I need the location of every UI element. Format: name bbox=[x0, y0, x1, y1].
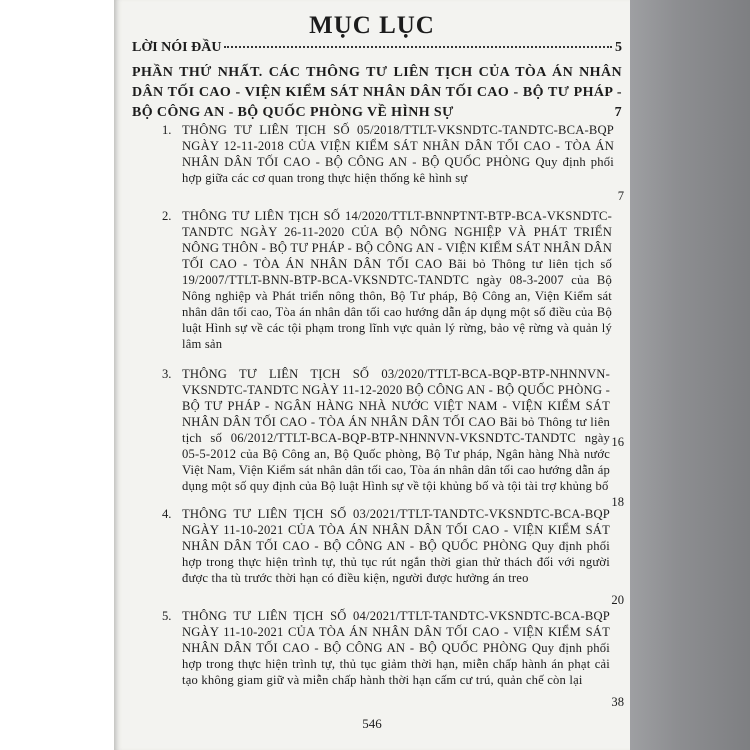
toc-entry-number: 4. bbox=[162, 507, 172, 521]
toc-entry-page: 16 bbox=[611, 435, 624, 449]
toc-entry-number: 1. bbox=[162, 123, 172, 137]
toc-entry-number: 2. bbox=[162, 209, 172, 223]
toc-entry-page: 20 bbox=[611, 593, 624, 607]
background-left bbox=[0, 0, 118, 750]
toc-intro-label: LỜI NÓI ĐẦU bbox=[132, 40, 222, 55]
toc-entry-text: THÔNG TƯ LIÊN TỊCH SỐ 04/2021/TTLT-TANDTC-VKSNDTC-BCA-BQP NGÀY 11-10-2021 CỦA TÒA ÁN NHÂN DÂN TỐI CAO - VIỆN KIỂM SÁT NHÂN DÂN TỐI CAO - BỘ CÔNG AN - BỘ QUỐC PHÒNG Quy định phối hợp trong thực hiện trình tự, thủ tục giảm thời hạn, miễn chấp hành án phạt cải tạo không giam giữ và miễn chấp hành thời hạn cấm cư trú, quản chế còn lại bbox=[182, 609, 610, 687]
toc-entry-page: 38 bbox=[611, 695, 624, 709]
dot-leader bbox=[224, 46, 612, 48]
background-right bbox=[628, 0, 750, 750]
toc-entry bbox=[154, 122, 624, 203]
toc-entry bbox=[154, 506, 624, 607]
toc-entry-text: THÔNG TƯ LIÊN TỊCH SỐ 05/2018/TTLT-VKSNDTC-TANDTC-BCA-BQP NGÀY 12-11-2018 CỦA VIỆN KIỂM SÁT NHÂN DÂN TỐI CAO - TÒA ÁN NHÂN DÂN TỐI CAO - BỘ CÔNG AN - BỘ QUỐC PHÒNG Quy định phối hợp giữa các cơ quan trong thực hiện thống kê hình sự bbox=[182, 123, 614, 185]
toc-part-heading bbox=[132, 63, 622, 123]
toc-entry-text: THÔNG TƯ LIÊN TỊCH SỐ 03/2020/TTLT-BCA-BQP-BTP-NHNNVN-VKSNDTC-TANDTC NGÀY 11-12-2020 BỘ CÔNG AN - BỘ QUỐC PHÒNG - BỘ TƯ PHÁP - NGÂN HÀNG NHÀ NƯỚC VIỆT NAM - VIỆN KIỂM SÁT NHÂN DÂN TỐI CAO - TÒA ÁN NHÂN DÂN TỐI CAO Bãi bỏ Thông tư liên tịch số 06/2012/TTLT-BCA-BQP-BTP-NHNNVN-VKSNDTC-TANDTC ngày 05-5-2012 của Bộ Công an, Bộ Quốc phòng, Bộ Tư pháp, Ngân hàng Nhà nước Việt Nam, Viện Kiểm sát nhân dân tối cao, Tòa án nhân dân tối cao hướng dẫn áp dụng một số quy định của Bộ luật Hình sự về tội khủng bố và tội tài trợ khủng bố bbox=[182, 367, 610, 493]
toc-entry-page: 18 bbox=[611, 495, 624, 509]
toc-part-page: 7 bbox=[614, 105, 622, 120]
toc-entry bbox=[154, 366, 624, 509]
page-number: 546 bbox=[362, 716, 382, 731]
toc-entry-number: 3. bbox=[162, 367, 172, 381]
toc-entry-number: 5. bbox=[162, 609, 172, 623]
toc-entry-text: THÔNG TƯ LIÊN TỊCH SỐ 14/2020/TTLT-BNNPTNT-BTP-BCA-VKSNDTC-TANDTC NGÀY 26-11-2020 CỦA BỘ NÔNG NGHIỆP VÀ PHÁT TRIỂN NÔNG THÔN - BỘ TƯ PHÁP - BỘ CÔNG AN - VIỆN KIỂM SÁT NHÂN DÂN TỐI CAO - TÒA ÁN NHÂN DÂN TỐI CAO Bãi bỏ Thông tư liên tịch số 19/2007/TTLT-BNN-BTP-BCA-VKSNDTC-TANDTC ngày 08-3-2007 của Bộ Nông nghiệp và Phát triển nông thôn, Bộ Tư pháp, Bộ Công an, Viện Kiểm sát nhân dân tối cao, Tòa án nhân dân tối cao hướng dẫn áp dụng một số điều của Bộ luật Hình sự về các tội phạm trong lĩnh vực quản lý rừng, bảo vệ rừng và quản lý lâm sản bbox=[182, 209, 612, 351]
toc-intro bbox=[132, 40, 622, 56]
toc-entry-page: 7 bbox=[617, 189, 624, 203]
page-title: MỤC LỤC bbox=[309, 12, 435, 39]
toc-part-text: PHẦN THỨ NHẤT. CÁC THÔNG TƯ LIÊN TỊCH CỦA TÒA ÁN NHÂN DÂN TỐI CAO - VIỆN KIỂM SÁT NHÂN DÂN TỐI CAO - BỘ TƯ PHÁP - BỘ CÔNG AN - BỘ QUỐC PHÒNG VỀ HÌNH SỰ bbox=[132, 65, 622, 120]
toc-entry-text: THÔNG TƯ LIÊN TỊCH SỐ 03/2021/TTLT-TANDTC-VKSNDTC-BCA-BQP NGÀY 11-10-2021 CỦA TÒA ÁN NHÂN DÂN TỐI CAO - VIỆN KIỂM SÁT NHÂN DÂN TỐI CAO - BỘ CÔNG AN - BỘ QUỐC PHÒNG Quy định phối hợp trong thực hiện trình tự, thủ tục rút ngắn thời gian thử thách đối với người được tha tù trước thời hạn có điều kiện, người được hưởng án treo bbox=[182, 507, 610, 585]
toc-intro-page: 5 bbox=[615, 40, 622, 55]
toc-entry bbox=[154, 608, 624, 709]
book-page bbox=[114, 0, 630, 750]
